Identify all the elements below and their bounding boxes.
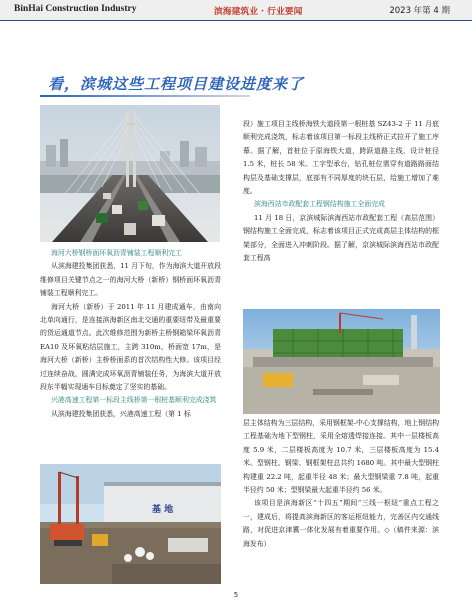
paragraph: 11 月 18 日，京滨城际滨海西站市政配套工程（高层范围）钢结构施工全面完成，标志着该项目正式完成高层主体结构的框架部分，全面进入冲刺阶段。据了解，京滨城际滨海西站市政配套工程高: [243, 213, 439, 263]
steel-structure-site-photo: [243, 309, 440, 414]
section-name: 滨海建筑业 · 行业要闻: [214, 7, 303, 17]
article-title: 看，滨城这些工程项目建设进度来了: [48, 75, 305, 93]
piling-site-photo: [40, 464, 221, 584]
paragraph: 从滨海建投集团获悉，11 月下旬，作为海滨大道开放段维修项目关键节点之一的海河大桥（新桥）钢桥面环氧沥青铺装工程顺利完工。: [40, 262, 221, 298]
paragraph: 该项目是滨海新区“十四五”期间“三线一枢纽”重点工程之一，建成后，将提高滨海新区的客运枢纽能力，完善区内交通线路，对促进京津冀一体化发展有着重要作用。◇（稿件来源：滨海发布）: [243, 499, 439, 548]
subtitle-xinggang-expressway: 兴港高速工程第一标段主线桥第一根桩基顺利完成浇筑: [51, 396, 217, 405]
subtitle-binhai-west-station: 滨海西站市政配套工程钢结构施工全面完成: [254, 200, 385, 209]
right-column-top: [243, 118, 439, 265]
paragraph: 从滨海建投集团获悉，兴港高速工程（第 1 标: [51, 409, 191, 418]
issue-number: 2023 年第 4 期: [389, 6, 450, 16]
paragraph: 海河大桥（新桥）于 2011 年 11 月建成通车，由南向北单向通行，是连接滨海新区南北交通的重要纽带及最重要的货运通道节点。此次维修范围为新桥主桥钢箱梁环氧沥青 EA10 及环氧粘结层施工，主跨 310m，桥面宽 17m，是海河大桥（新桥）主桥桥面系的首次结构性大修。该项目经过连续奋战，圆满完成环氧沥青铺装任务，为海滨大道开放段东半幅实现通车目标奠定了坚实的基础。: [40, 302, 221, 392]
magazine-name: BinHai Construction Industry: [14, 4, 137, 14]
bridge-aerial-photo: [40, 105, 220, 242]
title-underline: [40, 95, 250, 97]
page-header: [0, 0, 472, 21]
subtitle-haihe-bridge: 海河大桥钢桥面环氧沥青铺装工程顺利完工: [51, 249, 182, 257]
paragraph: 段）施工项目主线桥海铁大道段第一根桩基 SZ43-2 于 11 月底顺利完成浇筑，标志着该项目第一标段主线桥正式拉开了施工序幕。据了解，首桩位于原海铁大道，跨跃道路主线，设计桩径 1.5 米，桩长 58 米。工字型承台，钻孔桩位需穿有道路路面结构层及基础支撑层，底部有不同厚度的块石层，给施工增加了难度。: [243, 120, 439, 196]
wall-sign-text: 基 地: [152, 505, 174, 515]
page-number: 5: [233, 591, 239, 599]
left-column: [40, 247, 221, 421]
paragraph: 层主体结构为三层结构，采用钢框架-中心支撑结构，地上钢结构工程基础为地下型钢柱，采用全熔透焊接连接。其中一层楼板高度 5.9 米，二层楼板高度为 10.7 米，三层楼板高度为 15.4 米。型钢柱、钢梁、钢框架柱总共约 1680 吨。其中最大型钢柱构建重 22.2 吨，起重半径 48 米；最大型钢梁重 7.8 吨，起重半径约 50 米；型钢梁最大起重半径约 56 米。: [243, 419, 439, 495]
right-column-bottom: [243, 417, 439, 551]
